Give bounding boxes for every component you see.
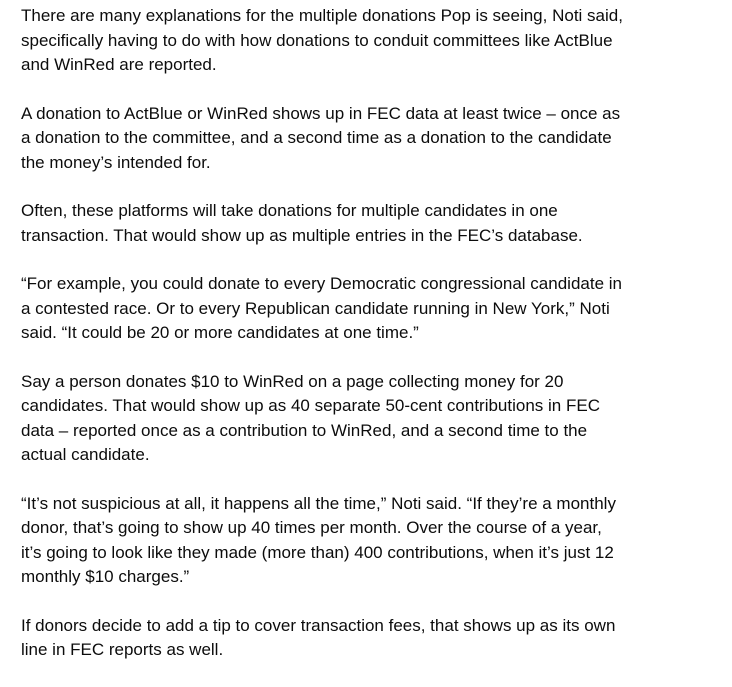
paragraph-line: Say a person donates $10 to WinRed on a page collecting money for 20 [21,371,564,391]
paragraph-line: actual candidate. [21,445,150,464]
paragraph-line: “For example, you could donate to every Democratic congressional candidate in [21,274,622,293]
paragraph-line: “It’s not suspicious at all, it happens all the time,” Noti said. “If they’re a monthly [21,493,616,513]
paragraph-winred-example [21,370,721,468]
paragraph-line: and WinRed are reported. [21,55,217,74]
paragraph-line: transaction. That would show up as multiple entries in the FEC’s database. [21,225,583,245]
paragraph-line: the money’s intended for. [21,152,211,172]
paragraph-fec-twice [21,102,721,176]
paragraph-line: line in FEC reports as well. [21,640,224,659]
paragraph-noti-quote-monthly [21,492,721,590]
paragraph-line: monthly $10 charges.” [21,567,190,586]
paragraph-line: Often, these platforms will take donations for multiple candidates in one [21,201,558,220]
paragraph-line: donor, that’s going to show up 40 times per month. Over the course of a year, [21,518,602,537]
paragraph-line: There are many explanations for the multiple donations Pop is seeing, Noti said, [21,6,623,25]
paragraph-line: A donation to ActBlue or WinRed shows up in FEC data at least twice – once as [21,103,621,123]
article-body [21,4,721,687]
paragraph-line: candidates. That would show up as 40 separate 50-cent contributions in FEC [21,396,600,415]
paragraph-noti-quote-example [21,272,721,346]
paragraph-line: a contested race. Or to every Republican candidate running in New York,” Noti [21,298,610,318]
paragraph-line: it’s going to look like they made (more than) 400 contributions, when it’s just 12 [21,542,614,562]
paragraph-line: specifically having to do with how donations to conduit committees like ActBlue [21,30,613,50]
paragraph-line: a donation to the committee, and a second time as a donation to the candidate [21,128,612,147]
paragraph-line: data – reported once as a contribution to WinRed, and a second time to the [21,420,588,440]
paragraph-multiple-candidates [21,199,721,248]
paragraph-line: If donors decide to add a tip to cover transaction fees, that shows up as its own [21,615,616,635]
paragraph-line: said. “It could be 20 or more candidates at one time.” [21,323,419,342]
paragraph-tip-fees [21,614,721,663]
paragraph-conduit-explanations [21,4,721,78]
